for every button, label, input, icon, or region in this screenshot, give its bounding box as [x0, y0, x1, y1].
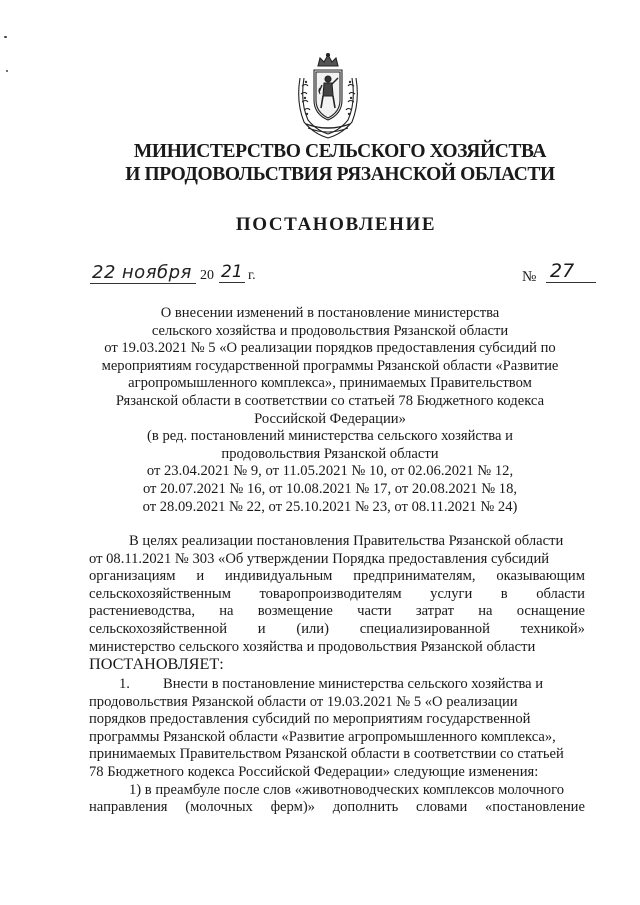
paragraph-line [89, 676, 585, 694]
word: области [536, 585, 585, 602]
subject-line: сельского хозяйства и продовольствия Рязанской области [151, 322, 509, 339]
date-year-unit: г. [248, 268, 256, 283]
paragraph-line [89, 603, 585, 621]
paragraph-line [89, 568, 585, 586]
scan-speck [4, 36, 7, 38]
coat-of-arms-icon [292, 52, 364, 140]
word: растениеводства, [89, 603, 195, 620]
handwritten-date [90, 262, 196, 284]
subject-line: от 20.07.2021 № 16, от 10.08.2021 № 17, от 20.08.2021 № 18, [142, 480, 518, 497]
subject-line: Российской Федерации» [254, 410, 406, 427]
subject-line: (в ред. постановлений министерства сельского хозяйства и [147, 428, 513, 445]
subject-line: продовольствия Рязанской области [221, 445, 439, 462]
word: организациям [89, 568, 176, 585]
word: специализированной [359, 620, 490, 637]
word: предпринимателям, [353, 568, 476, 585]
paragraph-line: принимаемых Правительством Рязанской области в соответствии со статьей [89, 746, 564, 763]
word: услуги [430, 585, 473, 602]
ministry-line-2: И ПРОДОВОЛЬСТВИЯ РЯЗАНСКОЙ ОБЛАСТИ [125, 164, 555, 185]
word: возмещение [257, 603, 333, 620]
paragraph-line [89, 586, 585, 604]
paragraph-line: продовольствия Рязанской области от 19.03.2021 № 5 «О реализации [89, 693, 518, 710]
paragraph-line: 1) в преамбуле после слов «животноводческих комплексов молочного [129, 781, 564, 798]
word: техникой» [520, 620, 585, 637]
word: оснащение [516, 603, 585, 620]
preamble-paragraph [89, 533, 585, 674]
date-year-suffix: 21 [221, 262, 243, 282]
word: дополнить [332, 799, 399, 816]
word: ферм)» [270, 799, 315, 816]
word: оказывающим [496, 568, 585, 585]
item-number: 1. [119, 676, 130, 692]
paragraph-line: 78 Бюджетного кодекса Российской Федерации» следующие изменения: [89, 763, 539, 780]
subject-line: от 28.09.2021 № 22, от 25.10.2021 № 23, от 08.11.2021 № 24) [142, 498, 518, 515]
word: в [500, 585, 508, 602]
word: и [257, 620, 266, 637]
word: словами [416, 799, 468, 816]
ministry-line-1: МИНИСТЕРСТВО СЕЛЬСКОГО ХОЗЯЙСТВА [133, 141, 547, 162]
item-text: Внести в постановление министерства сельского хозяйства и [163, 676, 544, 692]
document-number: 27 [546, 260, 596, 283]
document-type: ПОСТАНОВЛЕНИЕ [235, 214, 437, 235]
word: сельскохозяйственным [89, 585, 231, 602]
word: «постановление [485, 799, 585, 816]
resolves-heading: ПОСТАНОВЛЯЕТ: [89, 655, 224, 674]
paragraph-line: программы Рязанской области «Развитие агропромышленного комплекса», [89, 728, 556, 745]
word: части [357, 603, 392, 620]
paragraph-line: В целях реализации постановления Правительства Рязанской области [129, 533, 564, 549]
word: индивидуальным [224, 568, 333, 585]
subject-line: Рязанской области в соответствии со статьей 78 Бюджетного кодекса [115, 392, 545, 409]
word: товаропроизводителям [259, 585, 402, 602]
paragraph-line: порядков предоставления субсидий по мероприятиям государственной [89, 711, 531, 728]
paragraph-line [89, 621, 585, 639]
subject-line: мероприятиям государственной программы Рязанской области «Развитие [101, 357, 559, 374]
word: сельскохозяйственной [89, 620, 228, 637]
word: и [196, 568, 205, 585]
subject-line: от 19.03.2021 № 5 «О реализации порядков предоставления субсидий по [104, 340, 556, 357]
document-subject [70, 305, 590, 516]
number-label: № [522, 269, 537, 285]
subject-line: О внесении изменений в постановление министерства [160, 305, 500, 321]
scan-speck [6, 70, 8, 72]
subject-line: агропромышленного комплекса», принимаемых Правительством [128, 375, 532, 392]
word: на [219, 603, 234, 620]
date-month: ноября [121, 262, 192, 283]
date-day: 22 [92, 262, 116, 283]
subject-line: от 23.04.2021 № 9, от 11.05.2021 № 10, от 02.06.2021 № 12, [146, 463, 514, 480]
word: направления [89, 799, 168, 816]
word: затрат [415, 603, 455, 620]
paragraph-line [89, 799, 585, 817]
ministry-name [60, 140, 620, 186]
item-1-paragraph [89, 676, 585, 817]
word: (или) [296, 620, 329, 637]
paragraph-line: от 08.11.2021 № 303 «Об утверждении Порядка предоставления субсидий [89, 550, 550, 567]
date-year-prefix: 20 [200, 268, 214, 283]
paragraph-line: министерство сельского хозяйства и продовольствия Рязанской области [89, 638, 536, 655]
word: (молочных [185, 799, 253, 816]
date-number-row [90, 262, 590, 288]
word: на [478, 603, 493, 620]
